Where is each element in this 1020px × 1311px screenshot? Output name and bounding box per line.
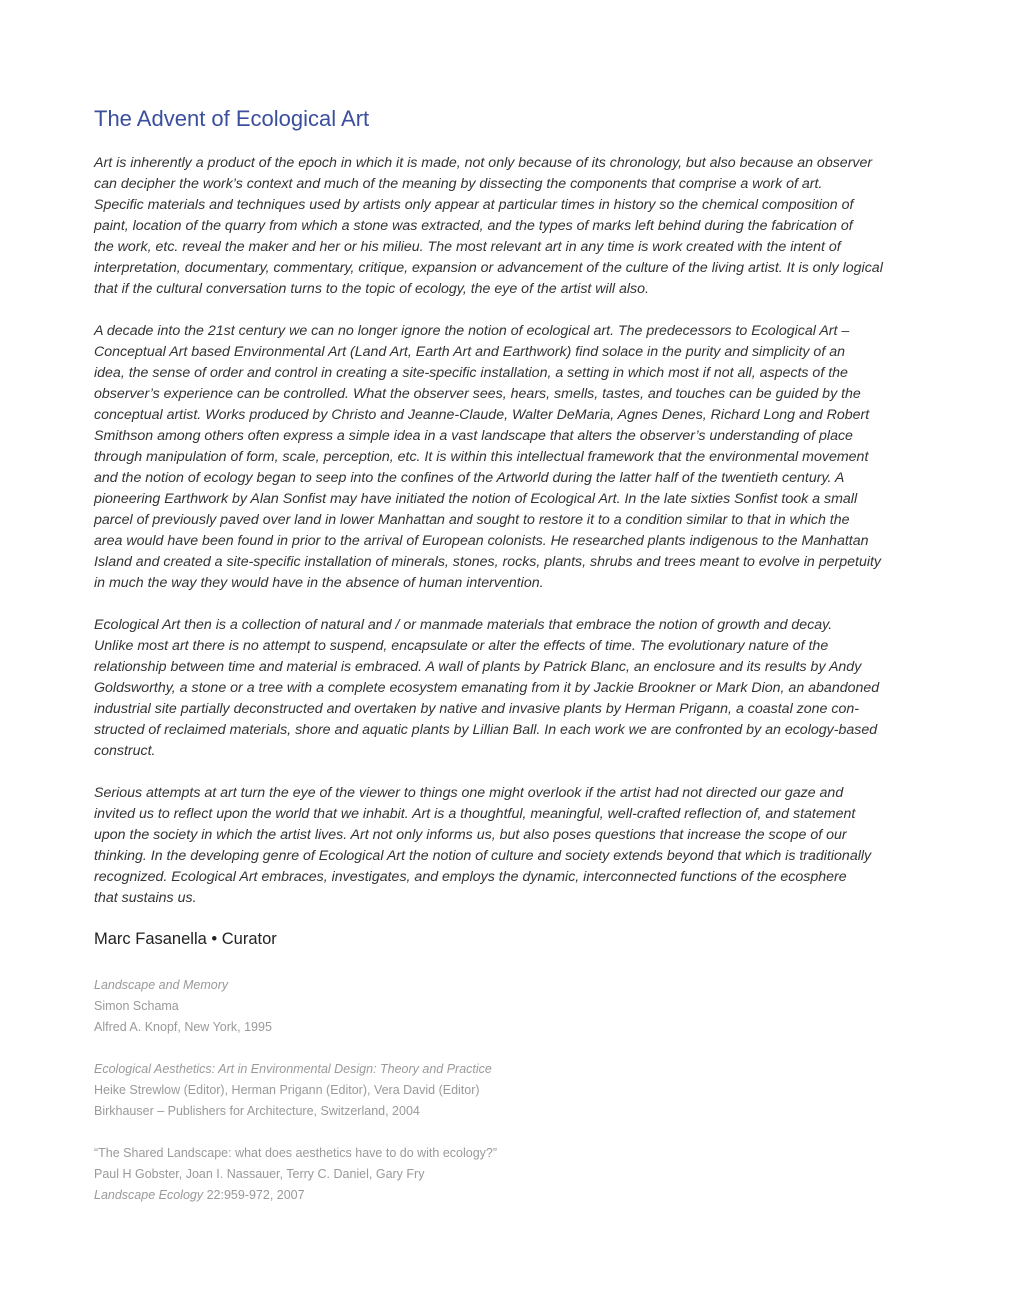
paragraph-line: recognized. Ecological Art embraces, investigates, and employs the dynamic, interconnected functions of the ecosphere [94,869,847,885]
paragraph-line: in much the way they would have in the absence of human intervention. [94,575,544,591]
paragraph-line: through manipulation of form, scale, perception, etc. It is within this intellectual framework that the environmental movement [94,449,869,465]
reference-item [94,1059,497,1122]
reference-publisher: Alfred A. Knopf, New York, 1995 [94,1020,272,1034]
reference-authors: Paul H Gobster, Joan I. Nassauer, Terry C. Daniel, Gary Fry [94,1167,425,1181]
paragraph-line: can decipher the work’s context and much of the meaning by dissecting the components that comprise a work of art. [94,176,823,192]
paragraph-line: industrial site partially deconstructed and overtaken by native and invasive plants by Herman Prigann, a coastal zone con- [94,701,859,717]
paragraph [94,153,934,300]
signature: Marc Fasanella • Curator [94,930,277,948]
paragraph-line: and the notion of ecology began to seep into the confines of the Artworld during the latter half of the twentieth century. A [94,470,845,486]
reference-title: Landscape and Memory [94,978,229,992]
paragraph-line: that if the cultural conversation turns to the topic of ecology, the eye of the artist will also. [94,281,649,297]
reference-item [94,975,497,1038]
paragraph-line: thinking. In the developing genre of Ecological Art the notion of culture and society extends beyond that which is traditionally [94,848,872,864]
paragraph-line: pioneering Earthwork by Alan Sonfist may have initiated the notion of Ecological Art. In the late sixties Sonfist took a small [94,491,858,507]
paragraph-line: Conceptual Art based Environmental Art (Land Art, Earth Art and Earthwork) find solace in the purity and simplicity of an [94,344,845,360]
reference-title: “The Shared Landscape: what does aesthetics have to do with ecology?” [94,1146,498,1160]
paragraph-line: the work, etc. reveal the maker and her or his milieu. The most relevant art in any time is work created with the intent of [94,239,841,255]
paragraph-line: structed of reclaimed materials, shore and aquatic plants by Lillian Ball. In each work we are confronted by an ecology-based [94,722,878,738]
paragraph-line: relationship between time and material is embraced. A wall of plants by Patrick Blanc, an enclosure and its results by Andy [94,659,862,675]
references [94,975,497,1227]
paragraph-line: A decade into the 21st century we can no longer ignore the notion of ecological art. The predecessors to Ecological Art – [94,323,850,339]
page-title: The Advent of Ecological Art [94,106,370,131]
paragraph-line: Island and created a site-specific installation of minerals, stones, rocks, plants, shrubs and trees meant to evolve in perpetuity [94,554,882,570]
paragraph-line: Specific materials and techniques used by artists only appear at particular times in history so the chemical composition of [94,197,854,213]
paragraph-line: Smithson among others often express a simple idea in a vast landscape that alters the observer’s understanding of place [94,428,853,444]
paragraph-line: idea, the sense of order and control in creating a site-specific installation, a setting in which most if not all, aspects of the [94,365,848,381]
paragraph-line: conceptual artist. Works produced by Christo and Jeanne-Claude, Walter DeMaria, Agnes Denes, Richard Long and Robert [94,407,870,423]
essay-body [94,153,934,930]
paragraph-line: observer’s experience can be controlled. What the observer sees, hears, smells, tastes, and touches can be guided by the [94,386,861,402]
paragraph [94,615,934,762]
reference-authors: Simon Schama [94,999,179,1013]
paragraph-line: Serious attempts at art turn the eye of the viewer to things one might overlook if the artist had not directed our gaze and [94,785,844,801]
paragraph-line: upon the society in which the artist lives. Art not only informs us, but also poses questions that increase the scope of our [94,827,847,843]
paragraph-line: Art is inherently a product of the epoch in which it is made, not only because of its chronology, but also because an observer [94,155,873,171]
paragraph-line: area would have been found in prior to the arrival of European colonists. He researched plants indigenous to the Manhattan [94,533,869,549]
reference-authors: Heike Strewlow (Editor), Herman Prigann (Editor), Vera David (Editor) [94,1083,480,1097]
reference-publisher: Birkhauser – Publishers for Architecture, Switzerland, 2004 [94,1104,420,1118]
paragraph-line: that sustains us. [94,890,197,906]
paragraph-line: Unlike most art there is no attempt to suspend, encapsulate or alter the effects of time. The evolutionary nature of the [94,638,829,654]
paragraph [94,321,934,594]
paragraph-line: invited us to reflect upon the world that we inhabit. Art is a thoughtful, meaningful, well-crafted reflection of, and statement [94,806,856,822]
reference-citation [94,1185,497,1206]
paragraph-line: Ecological Art then is a collection of natural and / or manmade materials that embrace the notion of growth and decay. [94,617,833,633]
paragraph-line: paint, location of the quarry from which a stone was extracted, and the types of marks left behind during the fabrication of [94,218,853,234]
reference-volume: 22:959-972, 2007 [203,1188,305,1202]
reference-title: Ecological Aesthetics: Art in Environmental Design: Theory and Practice [94,1062,492,1076]
reference-journal: Landscape Ecology [94,1188,204,1202]
paragraph-line: interpretation, documentary, commentary, critique, expansion or advancement of the culture of the living artist. It is only logical [94,260,883,276]
reference-item [94,1143,497,1206]
paragraph-line: construct. [94,743,156,759]
paragraph [94,783,934,909]
paragraph-line: Goldsworthy, a stone or a tree with a complete ecosystem emanating from it by Jackie Brookner or Mark Dion, an abandoned [94,680,880,696]
paragraph-line: parcel of previously paved over land in lower Manhattan and sought to restore it to a condition similar to that in which the [94,512,850,528]
